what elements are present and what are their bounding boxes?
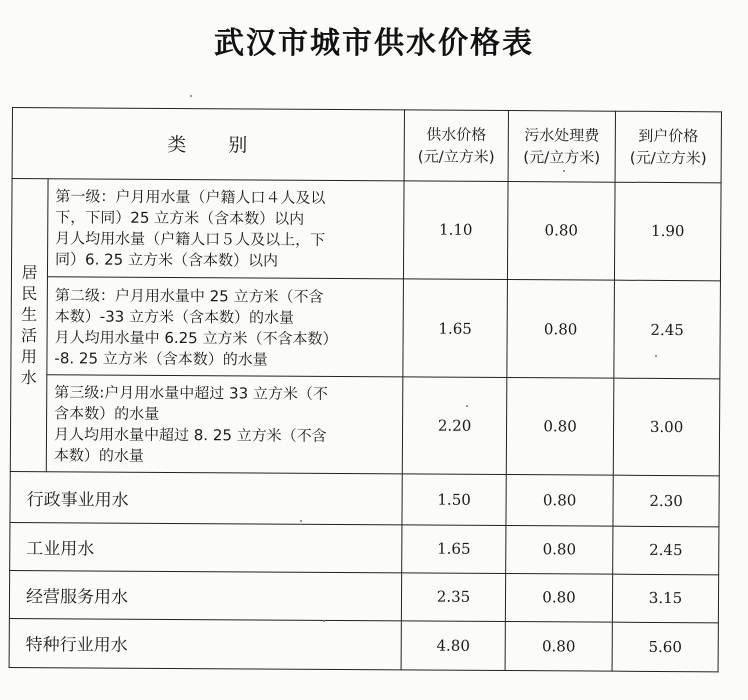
category-business-service: 经营服务用水 [9, 570, 401, 620]
header-household-price: 到户价格 (元/立方米) [615, 111, 721, 182]
scan-speck [563, 170, 565, 172]
header-sewage-fee: 污水处理费 (元/立方米) [508, 111, 615, 182]
category-administrative: 行政事业用水 [10, 472, 402, 525]
scan-speck [323, 620, 325, 622]
tier-2-description: 第二级：户月用水量中 25 立方米（不含 本数）-33 立方米（含本数）的水量 月人均用水量中 6.25 立方米（不含本数） -8. 25 立方米（含本数）的水量 [47, 277, 404, 377]
industrial-supply: 1.65 [402, 525, 506, 574]
tier-1-sewage: 0.80 [507, 181, 615, 280]
tier-3-description: 第三级:户月用水量中超过 33 立方米（不 含本数）的水量 月人均用水量中超过 8. 25 立方米（不含 本数）的水量 [46, 375, 403, 474]
residential-label: 居 民 生 活 用 水 [10, 178, 48, 472]
administrative-total: 2.30 [613, 476, 719, 527]
scan-speck [466, 405, 468, 407]
scan-speck [300, 520, 302, 522]
table-row [10, 375, 720, 477]
administrative-sewage: 0.80 [506, 475, 613, 526]
administrative-supply: 1.50 [402, 474, 506, 525]
scan-speck [190, 95, 192, 97]
tier-3-supply: 2.20 [402, 377, 507, 475]
document-title: 武汉市城市供水价格表 [214, 26, 534, 61]
tier-1-total: 1.90 [614, 182, 721, 281]
table-row [10, 472, 719, 527]
table-row [11, 178, 721, 281]
tier-1-description: 第一级：户月用水量（户籍人口４人及以 下，下同）25 立方米（含本数）以内 月人均用水量（户籍人口５人及以上，下 同）6. 25 立方米（含本数）以内 [47, 178, 404, 278]
category-special-industry: 特种行业用水 [9, 618, 401, 670]
special-industry-total: 5.60 [612, 622, 718, 672]
business-service-sewage: 0.80 [505, 573, 612, 622]
header-category: 类别 [12, 108, 404, 181]
special-industry-sewage: 0.80 [505, 621, 612, 671]
table-header-row [12, 108, 721, 183]
business-service-total: 3.15 [612, 574, 718, 623]
special-industry-supply: 4.80 [401, 621, 505, 671]
category-industrial: 工业用水 [10, 522, 402, 572]
table-row [10, 522, 719, 574]
industrial-total: 2.45 [613, 526, 719, 575]
scan-speck [655, 355, 657, 357]
business-service-supply: 2.35 [401, 573, 505, 622]
tier-1-supply: 1.10 [403, 180, 508, 279]
header-supply-price: 供水价格 (元/立方米) [404, 110, 508, 181]
tier-2-supply: 1.65 [403, 279, 508, 378]
table-row [11, 276, 721, 379]
table-row [9, 570, 718, 622]
tier-2-total: 2.45 [614, 280, 721, 379]
tier-2-sewage: 0.80 [507, 279, 615, 378]
tier-3-total: 3.00 [613, 378, 720, 476]
industrial-sewage: 0.80 [506, 525, 613, 574]
tier-3-sewage: 0.80 [506, 378, 614, 476]
water-price-table [9, 107, 722, 672]
table-row [9, 618, 718, 672]
